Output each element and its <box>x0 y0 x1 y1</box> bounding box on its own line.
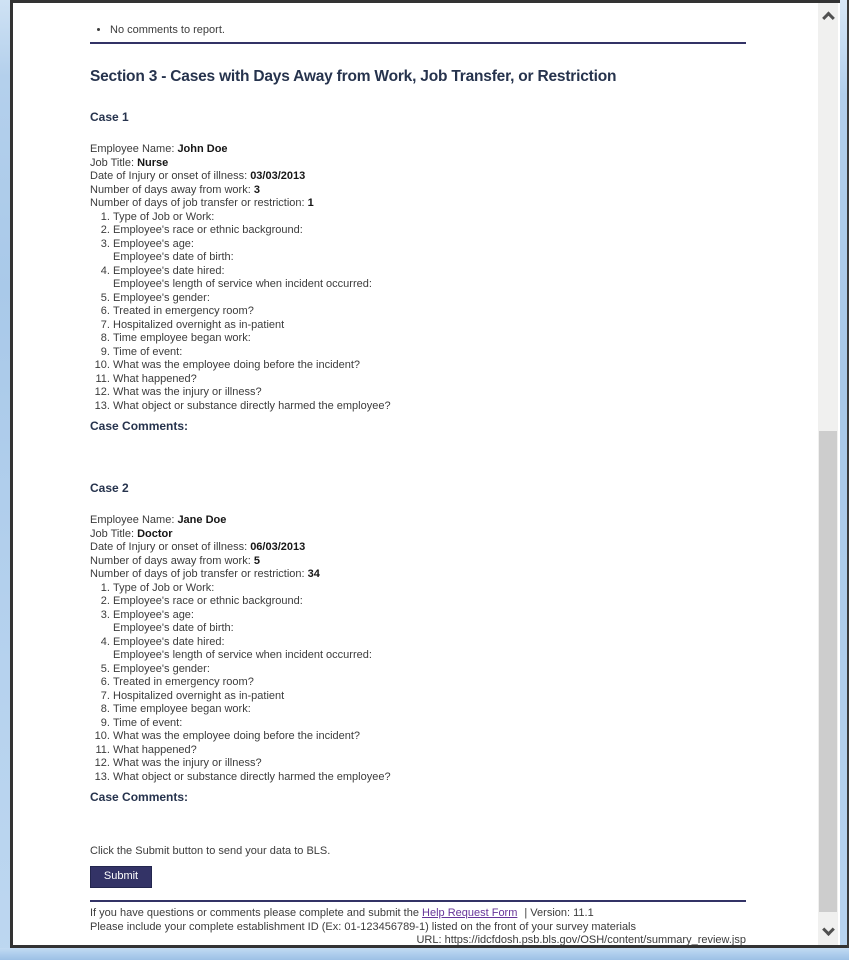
question-item: 9. Time of event: <box>113 346 746 360</box>
question-item: 12. What was the injury or illness? <box>113 757 746 771</box>
question-item: 13. What object or substance directly harmed the employee? <box>113 771 746 785</box>
submit-button[interactable]: Submit <box>90 866 152 888</box>
question-item: 6. Treated in emergency room? <box>113 676 746 690</box>
case-1-questions <box>90 211 746 414</box>
question-item: 5. Employee's gender: <box>113 663 746 677</box>
case-1-comments-label: Case Comments: <box>90 419 189 433</box>
question-item: 3. Employee's age: Employee's date of birth: <box>113 238 746 265</box>
page-url-text: URL: https://idcfdosh.psb.bls.gov/OSH/content/summary_review.jsp <box>416 934 746 945</box>
question-item: 4. Employee's date hired: Employee's length of service when incident occurred: <box>113 636 746 663</box>
section-3-title: Section 3 - Cases with Days Away from Work, Job Transfer, or Restriction <box>90 68 617 85</box>
case-2-title: Case 2 <box>90 481 129 495</box>
question-item: 10. What was the employee doing before the incident? <box>113 359 746 373</box>
case-2-fields <box>90 514 746 582</box>
scroll-up-button[interactable] <box>818 3 838 29</box>
vertical-scrollbar[interactable] <box>818 3 838 945</box>
question-item: 8. Time employee began work: <box>113 332 746 346</box>
question-item: 10. What was the employee doing before the incident? <box>113 730 746 744</box>
footer-divider <box>90 900 746 902</box>
question-item: 4. Employee's date hired: Employee's length of service when incident occurred: <box>113 265 746 292</box>
case-1-fields <box>90 143 746 211</box>
question-item: 8. Time employee began work: <box>113 703 746 717</box>
question-item: 3. Employee's age: Employee's date of birth: <box>113 609 746 636</box>
question-item: 2. Employee's race or ethnic background: <box>113 595 746 609</box>
footer-establishment-line: Please include your complete establishment ID (Ex: 01-123456789-1) listed on the front of your survey materials <box>90 920 637 933</box>
submit-instruction: Click the Submit button to send your data to BLS. <box>90 845 331 857</box>
question-item: 9. Time of event: <box>113 717 746 731</box>
chevron-down-icon <box>822 923 835 936</box>
case-field-line: Job Title: Doctor <box>90 527 173 540</box>
version-text: | Version: 11.1 <box>524 907 594 919</box>
case-field-line: Date of Injury or onset of illness: 03/03/2013 <box>90 170 306 182</box>
no-comments-bullet: • No comments to report. <box>110 23 746 37</box>
question-item: 11. What happened? <box>113 744 746 758</box>
case-2-questions <box>90 582 746 785</box>
comments-summary-list <box>90 23 746 37</box>
question-item: 11. What happened? <box>113 373 746 387</box>
page-content <box>13 3 818 945</box>
scroll-down-button[interactable] <box>818 919 838 945</box>
help-request-form-link[interactable]: Help Request Form <box>422 907 518 919</box>
footer <box>90 907 746 945</box>
case-2-comments-label: Case Comments: <box>90 790 189 804</box>
question-item: 7. Hospitalized overnight as in-patient <box>113 690 746 704</box>
question-item: 1. Type of Job or Work: <box>113 211 746 225</box>
chevron-up-icon <box>822 11 835 24</box>
question-item: 6. Treated in emergency room? <box>113 305 746 319</box>
section-divider <box>90 42 746 44</box>
question-item: 13. What object or substance directly harmed the employee? <box>113 400 746 414</box>
case-1-title: Case 1 <box>90 110 129 124</box>
case-field-line: Number of days of job transfer or restriction: 1 <box>90 197 314 209</box>
case-field-line: Number of days away from work: 3 <box>90 183 260 196</box>
question-item: 12. What was the injury or illness? <box>113 386 746 400</box>
window-frame-left <box>0 0 10 960</box>
case-field-line: Date of Injury or onset of illness: 06/03/2013 <box>90 541 306 553</box>
window-frame-right <box>840 0 847 948</box>
question-item: 5. Employee's gender: <box>113 292 746 306</box>
case-field-line: Number of days of job transfer or restriction: 34 <box>90 568 320 580</box>
question-item: 7. Hospitalized overnight as in-patient <box>113 319 746 333</box>
question-item: 2. Employee's race or ethnic background: <box>113 224 746 238</box>
case-field-line: Number of days away from work: 5 <box>90 554 260 567</box>
footer-help-text: If you have questions or comments please complete and submit the <box>90 907 423 919</box>
question-item: 1. Type of Job or Work: <box>113 582 746 596</box>
window-frame-bottom <box>0 948 849 960</box>
case-field-line: Employee Name: John Doe <box>90 143 228 155</box>
case-field-line: Job Title: Nurse <box>90 156 169 169</box>
scrollbar-thumb[interactable] <box>819 431 837 912</box>
footer-help-line <box>90 907 746 921</box>
case-field-line: Employee Name: Jane Doe <box>90 514 227 526</box>
